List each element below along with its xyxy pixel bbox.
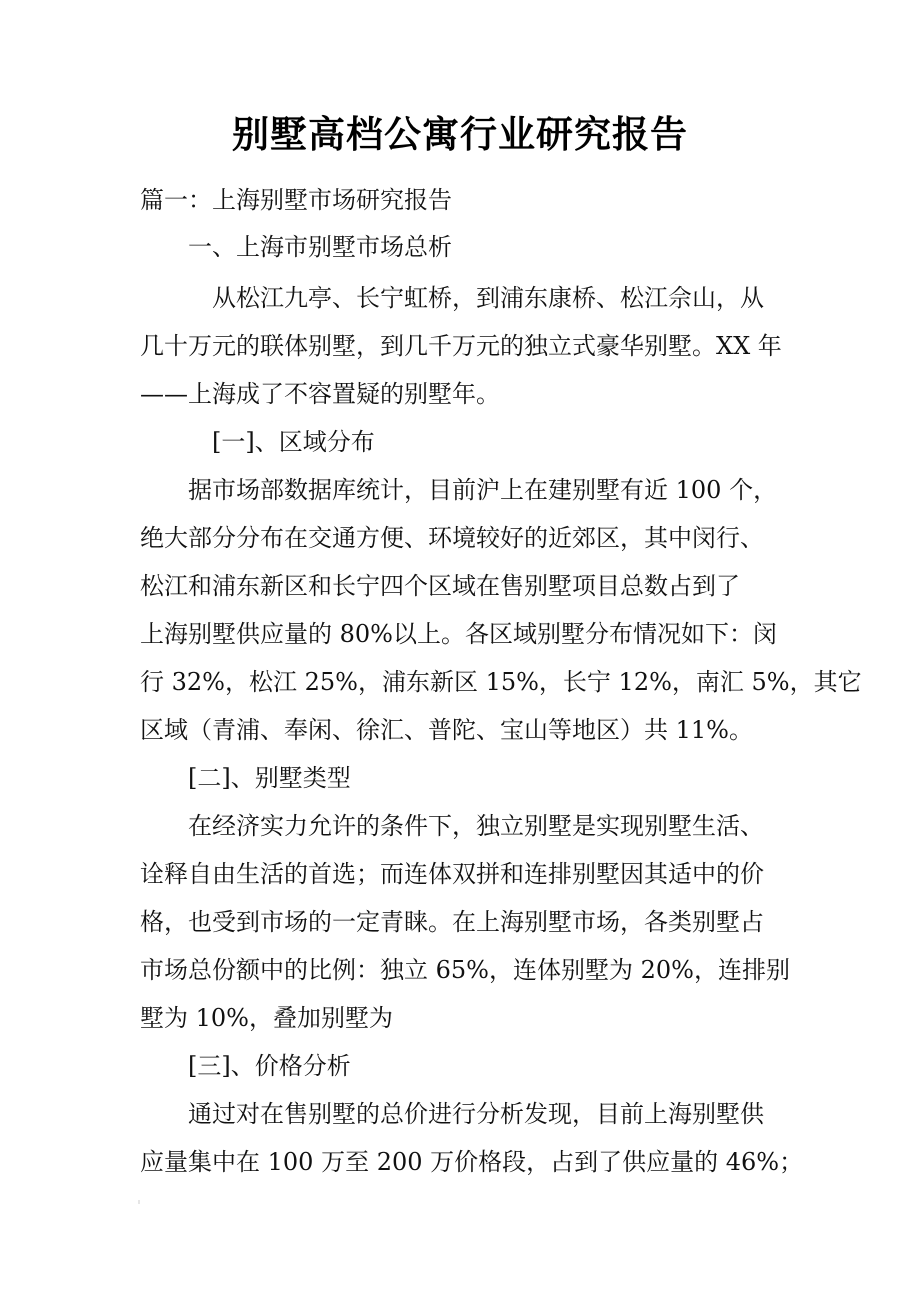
- paragraph-line: 应量集中在 100 万至 200 万价格段，占到了供应量的 46%；: [140, 1148, 804, 1176]
- paragraph-line: ——上海成了不容置疑的别墅年。: [140, 380, 500, 408]
- document-title: 别墅高档公寓行业研究报告: [232, 113, 688, 156]
- chapter-heading: 一、上海市别墅市场总析: [188, 233, 452, 261]
- paragraph-line: 几十万元的联体别墅，到几千万元的独立式豪华别墅。XX 年: [140, 332, 782, 360]
- subsection-heading-region: [一]、区域分布: [212, 428, 375, 456]
- subsection-heading-type: [二]、别墅类型: [188, 764, 351, 792]
- paragraph-line: 行 32%，松江 25%，浦东新区 15%，长宁 12%，南汇 5%，其它: [140, 668, 862, 696]
- paragraph-line: 在经济实力允许的条件下，独立别墅是实现别墅生活、: [188, 812, 764, 840]
- paragraph-line: 格，也受到市场的一定青睐。在上海别墅市场，各类别墅占: [140, 908, 764, 936]
- paragraph-line: 据市场部数据库统计，目前沪上在建别墅有近 100 个，: [188, 476, 778, 504]
- paragraph-line: 上海别墅供应量的 80%以上。各区域别墅分布情况如下：闵: [140, 620, 777, 648]
- paragraph-line: 松江和浦东新区和长宁四个区域在售别墅项目总数占到了: [140, 572, 740, 600]
- page-artifact-mark: [138, 1200, 140, 1204]
- subsection-heading-price: [三]、价格分析: [188, 1052, 351, 1080]
- paragraph-line: 诠释自由生活的首选；而连体双拼和连排别墅因其适中的价: [140, 860, 764, 888]
- paragraph-line: 通过对在售别墅的总价进行分析发现，目前上海别墅供: [188, 1100, 764, 1128]
- paragraph-line: 市场总份额中的比例：独立 65%，连体别墅为 20%，连排别: [140, 956, 790, 984]
- paragraph-line: 区域（青浦、奉闲、徐汇、普陀、宝山等地区）共 11%。: [140, 716, 753, 744]
- paragraph-line: 从松江九亭、长宁虹桥，到浦东康桥、松江佘山，从: [212, 284, 764, 312]
- paragraph-line: 墅为 10%，叠加别墅为: [140, 1004, 393, 1032]
- paragraph-line: 绝大部分分布在交通方便、环境较好的近郊区，其中闵行、: [140, 524, 764, 552]
- section-heading: 篇一：上海别墅市场研究报告: [140, 186, 452, 214]
